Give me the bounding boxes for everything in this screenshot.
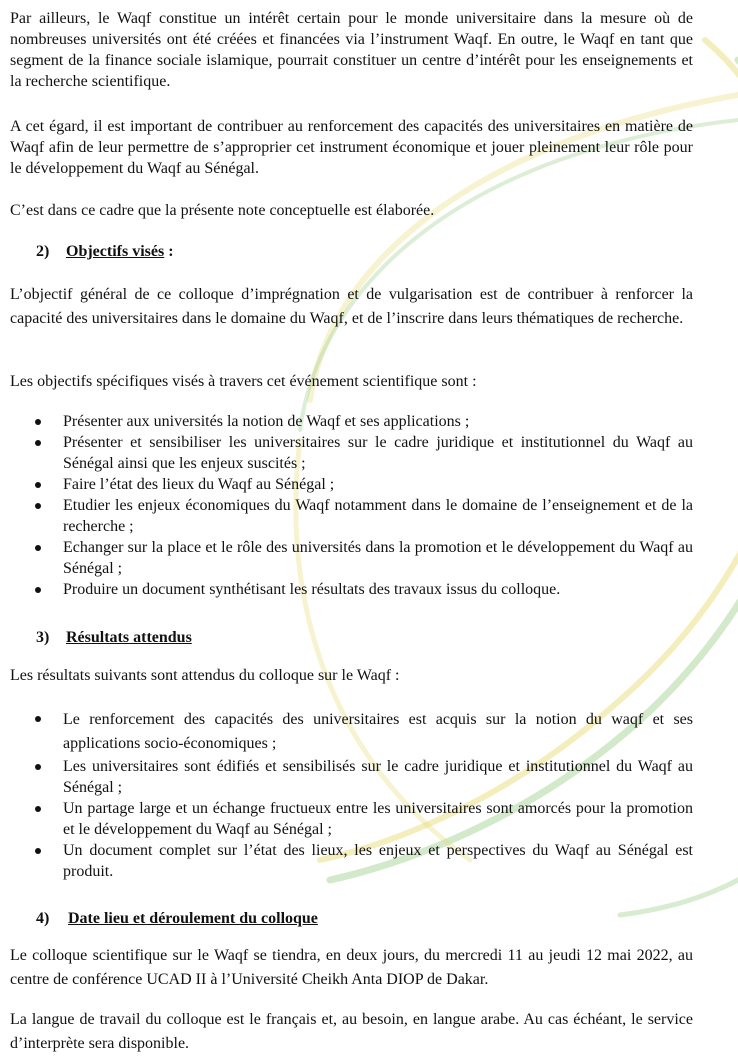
list-item: Etudier les enjeux économiques du Waqf notamment dans le domaine de l’enseignement et de la recherche ;	[10, 495, 693, 537]
list-item: Un document complet sur l’état des lieux, les enjeux et perspectives du Waqf au Sénégal est produit.	[10, 840, 693, 882]
schedule-paragraph: Le colloque scientifique sur le Waqf se tiendra, en deux jours, du mercredi 11 au jeudi 12 mai 2022, au centre de conférence UCAD II à l’Université Cheikh Anta DIOP de Dakar.	[10, 947, 693, 988]
section-2-title: Objectifs visés	[66, 243, 165, 260]
list-item: Produire un document synthétisant les résultats des travaux issus du colloque.	[10, 579, 693, 600]
section-2-heading	[36, 241, 174, 262]
list-item: Les universitaires sont édifiés et sensibilisés sur le cadre juridique et institutionnel du Waqf au Sénégal ;	[10, 756, 693, 798]
section-3-number: 3)	[36, 629, 50, 646]
section-3-title: Résultats attendus	[66, 629, 192, 646]
list-item: Faire l’état des lieux du Waqf au Sénégal ;	[10, 474, 693, 495]
expected-results-intro: Les résultats suivants sont attendus du colloque sur le Waqf :	[10, 667, 400, 684]
list-item: Le renforcement des capacités des universitaires est acquis sur la notion du waqf et ses applications socio-économiques ;	[10, 708, 693, 756]
list-item: Présenter et sensibiliser les universitaires sur le cadre juridique et institutionnel du Waqf au Sénégal ainsi que les enjeux suscités ;	[10, 432, 693, 474]
intro-paragraph-3: C’est dans ce cadre que la présente note conceptuelle est élaborée.	[10, 202, 435, 219]
specific-objectives-list	[10, 411, 693, 600]
section-2-suffix: :	[164, 243, 174, 260]
intro-paragraph-2: A cet égard, il est important de contribuer au renforcement des capacités des universitaires en matière de Waqf afin de leur permettre de s’approprier cet instrument économique et jouer pleinement leur rôle pour le développement du Waqf au Sénégal.	[10, 118, 693, 177]
specific-objectives-intro: Les objectifs spécifiques visés à travers cet événement scientifique sont :	[10, 373, 477, 390]
general-objective-paragraph: L’objectif général de ce colloque d’imprégnation et de vulgarisation est de contribuer à renforcer la capacité des universitaires dans le domaine du Waqf, et de l’inscrire dans leurs thématiques de recherche.	[10, 286, 693, 327]
section-3-heading	[36, 627, 192, 648]
section-4-number: 4)	[36, 910, 50, 927]
list-item: Echanger sur la place et le rôle des universités dans la promotion et le développement du Waqf au Sénégal ;	[10, 537, 693, 579]
section-4-heading	[36, 908, 318, 929]
expected-results-list	[10, 708, 693, 882]
language-paragraph: La langue de travail du colloque est le français et, au besoin, en langue arabe. Au cas échéant, le service d’interprète sera disponible.	[10, 1011, 693, 1052]
section-4-title: Date lieu et déroulement du colloque	[68, 910, 318, 927]
intro-paragraph-1: Par ailleurs, le Waqf constitue un intérêt certain pour le monde universitaire dans la mesure où de nombreuses universités ont été créées et financées via l’instrument Waqf. En outre, le Waqf en tant que segment de la finance sociale islamique, pourrait constituer un centre d’intérêt pour les enseignements et la recherche scientifique.	[10, 10, 693, 90]
list-item: Un partage large et un échange fructueux entre les universitaires sont amorcés pour la promotion et le développement du Waqf au Sénégal ;	[10, 798, 693, 840]
section-2-number: 2)	[36, 243, 50, 260]
list-item: Présenter aux universités la notion de Waqf et ses applications ;	[10, 411, 693, 432]
